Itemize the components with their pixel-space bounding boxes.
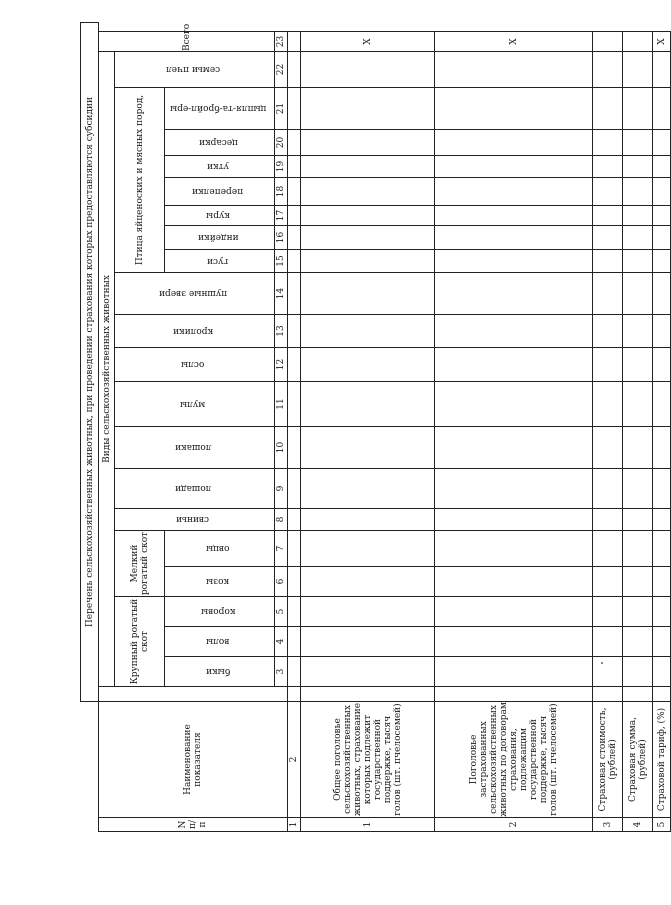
table-row <box>593 23 623 832</box>
table-row <box>653 23 671 832</box>
col-num-19: 19 <box>275 156 288 178</box>
table-row <box>301 23 435 832</box>
poultry-group-header: Птица яйценоских и мясных пород, <box>115 88 165 273</box>
row-name: Страховой тариф, (%) <box>653 702 671 818</box>
col-num-13: 13 <box>275 315 288 348</box>
col-num-2: 2 <box>288 702 301 818</box>
row-index: 3 <box>593 818 623 832</box>
species-header-19: утки <box>165 156 275 178</box>
table-row <box>435 23 593 832</box>
species-header-6: козы <box>165 567 275 597</box>
table-row <box>623 23 653 832</box>
species-header-17: куры <box>165 206 275 226</box>
row-index: 1 <box>301 818 435 832</box>
col-num-8: 8 <box>275 509 288 531</box>
species-header-3: быки <box>165 657 275 687</box>
species-header-7: овцы <box>165 531 275 567</box>
col-num-17: 17 <box>275 206 288 226</box>
num-column-header: N п/п <box>99 818 288 832</box>
species-header-11: мулы <box>115 382 275 427</box>
col-num-5: 5 <box>275 597 288 627</box>
species-header-13: кролики <box>115 315 275 348</box>
small-cattle-group-header: Мелкий рогатый скот <box>115 531 165 597</box>
col-num-16: 16 <box>275 226 288 250</box>
row-index: 4 <box>623 818 653 832</box>
row-name: Общее поголовье сельскохозяйственных животных, страхование которых подлежит государственной поддержке, тысяч голов (шт. пчелосемей) <box>301 702 435 818</box>
rotated-table-canvas <box>80 22 667 832</box>
species-header-8: свиньи <box>115 509 275 531</box>
species-header-9: лошади <box>115 469 275 509</box>
cross-mark: Х <box>301 32 435 52</box>
cross-mark: Х <box>435 32 593 52</box>
species-header-22: семьи пчел <box>115 52 275 88</box>
col-num-9: 9 <box>275 469 288 509</box>
cattle-group-header: Крупный рогатый скот <box>115 597 165 687</box>
col-num-4: 4 <box>275 627 288 657</box>
total-header: Всего <box>99 32 275 52</box>
species-header-14: пушные звери <box>115 273 275 315</box>
col-num-7: 7 <box>275 531 288 567</box>
row-index: 2 <box>435 818 593 832</box>
species-header-16: индейки <box>165 226 275 250</box>
col-num-22: 22 <box>275 52 288 88</box>
species-header-5: коровы <box>165 597 275 627</box>
species-header-18: перепелки <box>165 178 275 206</box>
col-num-15: 15 <box>275 250 288 273</box>
col-num-18: 18 <box>275 178 288 206</box>
col-num-3: 3 <box>275 657 288 687</box>
species-header-4: волы <box>165 627 275 657</box>
cross-mark <box>593 32 623 52</box>
col-num-6: 6 <box>275 567 288 597</box>
row-name: Страховая сумма, (рублей) <box>623 702 653 818</box>
species-header-20: цесарки <box>165 130 275 156</box>
cross-mark: Х <box>653 32 671 52</box>
col-num-12: 12 <box>275 348 288 382</box>
species-header-21: цыпля-та-бройл-еры <box>165 88 275 130</box>
table-title: Перечень сельскохозяйственных животных, при проведении страхования которых предоставляются субсидии <box>81 23 99 702</box>
subsidy-table <box>80 22 671 832</box>
species-header-15: гуси <box>165 250 275 273</box>
species-header-10: лошаки <box>115 427 275 469</box>
name-column-header: Наименование показателя <box>99 702 288 818</box>
row-name: Поголовье застрахованных сельскохозяйственных животных по договорам страхования, подлежащим государственной поддержке, тысяч голов (шт. пчелосемей) <box>435 702 593 818</box>
cross-mark <box>623 32 653 52</box>
col-num-21: 21 <box>275 88 288 130</box>
kinds-caption: Виды сельскохозяйственных животных <box>99 52 115 687</box>
col-num-10: 10 <box>275 427 288 469</box>
col-num-23: 23 <box>275 32 288 52</box>
row-index: 5 <box>653 818 671 832</box>
col-num-14: 14 <box>275 273 288 315</box>
col-num-20: 20 <box>275 130 288 156</box>
col-num-11: 11 <box>275 382 288 427</box>
species-header-12: ослы <box>115 348 275 382</box>
row-name: Страховая стоимость, (рублей) <box>593 702 623 818</box>
col-num-1: 1 <box>288 818 301 832</box>
